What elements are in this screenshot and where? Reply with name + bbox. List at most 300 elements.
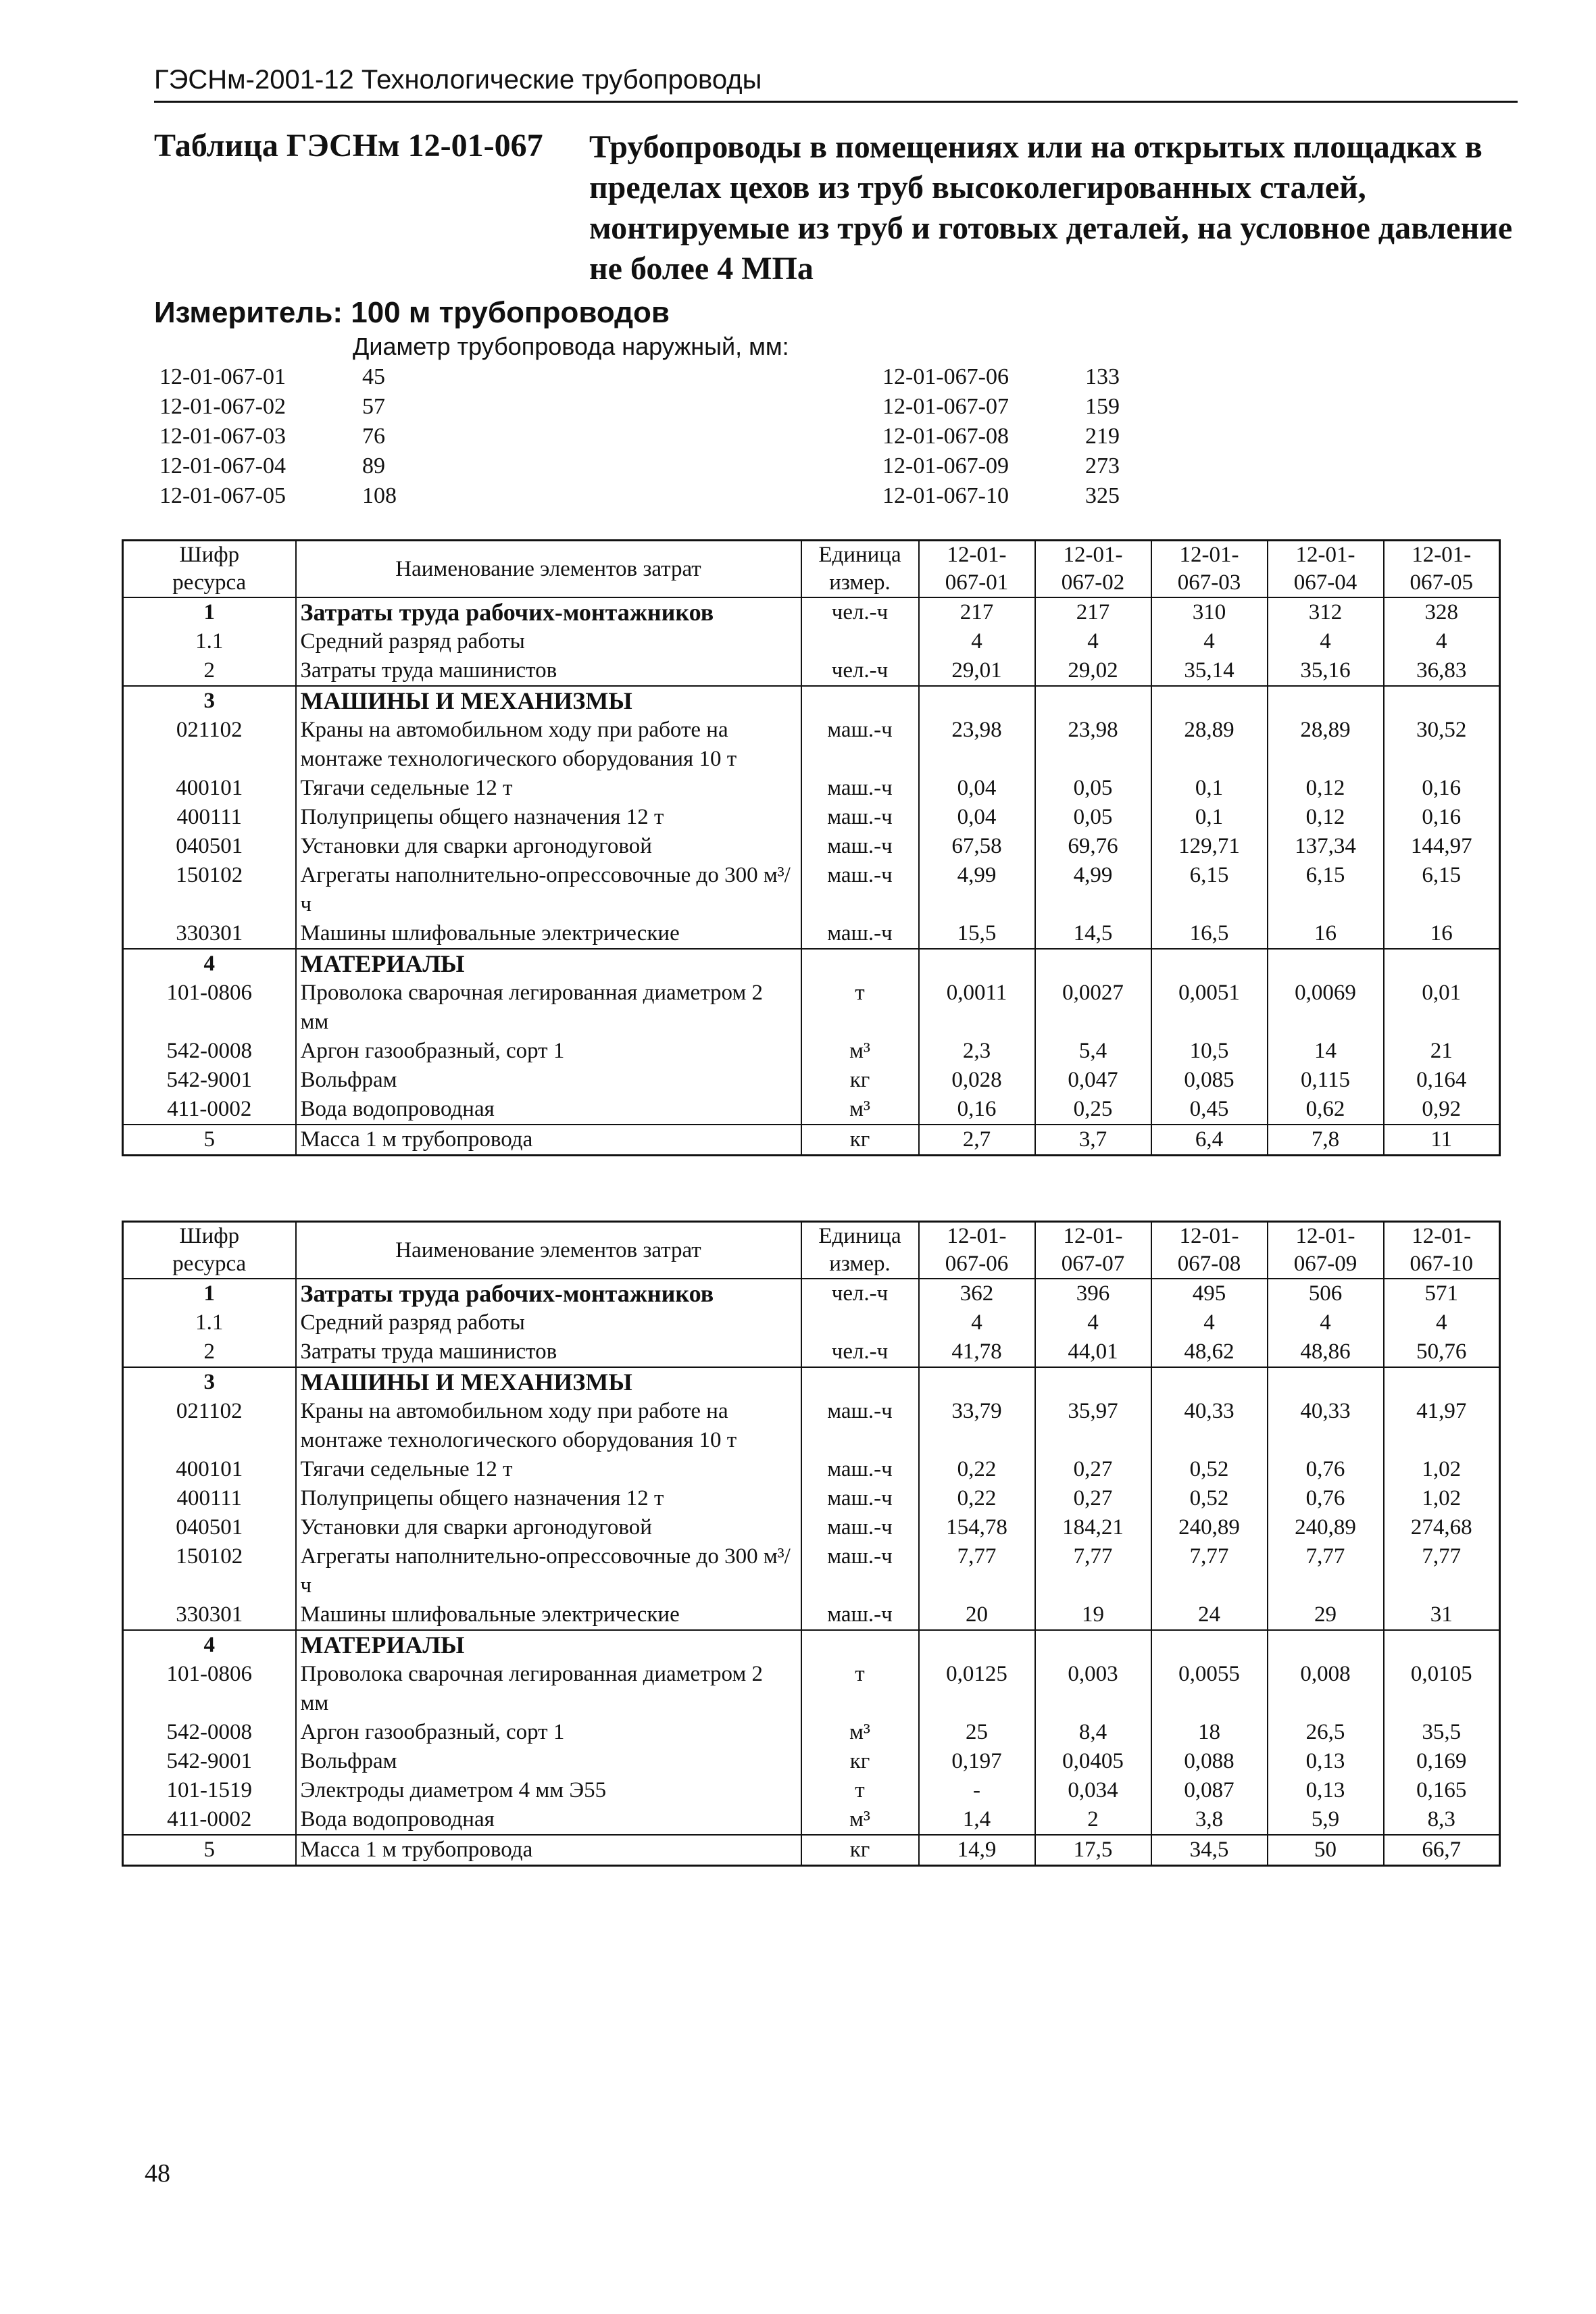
norm-value: 0,047 [1035,1066,1151,1095]
norm-value: 69,76 [1035,832,1151,861]
table-body [123,597,1500,1156]
norm-value: 0,008 [1268,1660,1384,1718]
norm-value [1035,949,1151,979]
header-norm-col: 12-01- 067-09 [1268,1222,1384,1279]
diameter-code: 12-01-067-10 [882,483,1009,508]
page-number: 48 [145,2159,170,2188]
table-row [123,1037,1500,1066]
unit-of-measure [801,686,919,716]
cost-element-name: МАШИНЫ И МЕХАНИЗМЫ [296,1367,801,1397]
norm-value: 36,83 [1384,656,1500,686]
resource-code: 411-0002 [123,1095,296,1125]
norm-value: 14,5 [1035,919,1151,949]
table-row [123,979,1500,1037]
diameter-code: 12-01-067-01 [159,364,286,389]
norm-value: 20 [919,1600,1035,1630]
unit-of-measure: маш.-ч [801,803,919,832]
norm-value: 0,0405 [1035,1747,1151,1776]
cost-element-name: Вода водопроводная [296,1805,801,1835]
norm-value: 6,15 [1384,861,1500,919]
resource-code: 101-1519 [123,1776,296,1805]
unit-of-measure: кг [801,1747,919,1776]
table-row [123,1542,1500,1600]
norm-value: 48,62 [1151,1337,1268,1367]
unit-of-measure: м³ [801,1095,919,1125]
resource-code: 040501 [123,832,296,861]
norm-value [1151,949,1268,979]
norm-value: 0,62 [1268,1095,1384,1125]
resource-code: 4 [123,1630,296,1660]
table-row [123,774,1500,803]
norm-value: 0,0011 [919,979,1035,1037]
table-row [123,1747,1500,1776]
norm-value [1268,1367,1384,1397]
norm-value: 0,12 [1268,803,1384,832]
diameter-item [882,362,1120,392]
cost-element-name: Аргон газообразный, сорт 1 [296,1718,801,1747]
cost-element-name: Затраты труда машинистов [296,1337,801,1367]
norm-value: - [919,1776,1035,1805]
diameter-value: 108 [362,483,397,508]
resource-code: 330301 [123,919,296,949]
table-row [123,1367,1500,1397]
norm-value: 30,52 [1384,716,1500,774]
cost-element-name: Затраты труда машинистов [296,656,801,686]
cost-element-name: Установки для сварки аргонодуговой [296,1513,801,1542]
resource-code: 2 [123,656,296,686]
cost-element-name: Масса 1 м трубопровода [296,1125,801,1156]
cost-element-name: Масса 1 м трубопровода [296,1835,801,1866]
unit-of-measure [801,627,919,656]
cost-element-name: Полуприцепы общего назначения 12 т [296,1484,801,1513]
diameter-value: 325 [1085,483,1120,508]
table-code: Таблица ГЭСНм 12-01-067 [154,128,543,164]
norm-value [1384,1367,1500,1397]
norm-value: 274,68 [1384,1513,1500,1542]
diameter-code: 12-01-067-09 [882,453,1009,478]
norm-value: 0,197 [919,1747,1035,1776]
table-row [123,949,1500,979]
unit-of-measure: кг [801,1066,919,1095]
table-header-row [123,1222,1500,1279]
diameter-code: 12-01-067-06 [882,364,1009,389]
unit-of-measure: кг [801,1835,919,1866]
diameter-value: 76 [362,424,385,449]
diameter-code: 12-01-067-04 [159,453,286,478]
norm-value: 571 [1384,1279,1500,1308]
cost-element-name: Полуприцепы общего назначения 12 т [296,803,801,832]
norm-value: 0,22 [919,1484,1035,1513]
cost-element-name: Тягачи седельные 12 т [296,774,801,803]
header-norm-col: 12-01- 067-06 [919,1222,1035,1279]
norm-value: 26,5 [1268,1718,1384,1747]
norm-value: 0,088 [1151,1747,1268,1776]
norm-value: 0,164 [1384,1066,1500,1095]
norm-value: 48,86 [1268,1337,1384,1367]
norm-value: 0,003 [1035,1660,1151,1718]
norm-value: 310 [1151,597,1268,627]
header-norm-col: 12-01- 067-10 [1384,1222,1500,1279]
meter-unit: Измеритель: 100 м трубопроводов [154,296,670,329]
norm-value: 15,5 [919,919,1035,949]
unit-of-measure: маш.-ч [801,716,919,774]
unit-of-measure: чел.-ч [801,1279,919,1308]
norm-value: 4 [1268,1308,1384,1337]
norm-value [919,1367,1035,1397]
norm-value: 137,34 [1268,832,1384,861]
resource-code: 040501 [123,1513,296,1542]
norm-value: 7,77 [1151,1542,1268,1600]
resource-code: 400111 [123,803,296,832]
norm-value: 2 [1035,1805,1151,1835]
norm-value: 0,22 [919,1455,1035,1484]
norm-value: 2,7 [919,1125,1035,1156]
resource-code: 542-0008 [123,1718,296,1747]
norm-value: 0,12 [1268,774,1384,803]
norm-value: 0,13 [1268,1747,1384,1776]
table-row [123,1279,1500,1308]
norm-value: 0,45 [1151,1095,1268,1125]
norm-value: 0,76 [1268,1455,1384,1484]
norm-value: 0,0125 [919,1660,1035,1718]
diameter-code: 12-01-067-05 [159,483,286,508]
norm-value: 184,21 [1035,1513,1151,1542]
resource-code: 5 [123,1835,296,1866]
norm-value: 0,115 [1268,1066,1384,1095]
norm-value: 0,16 [1384,803,1500,832]
header-norm-col: 12-01- 067-04 [1268,541,1384,598]
norm-value: 4 [1384,627,1500,656]
norm-value: 66,7 [1384,1835,1500,1866]
norm-value: 31 [1384,1600,1500,1630]
norm-value: 29,02 [1035,656,1151,686]
diameter-heading: Диаметр трубопровода наружный, мм: [353,333,789,360]
table-row [123,1600,1500,1630]
resource-code: 021102 [123,716,296,774]
norm-value: 0,76 [1268,1484,1384,1513]
norm-value [1035,1630,1151,1660]
norm-value: 0,27 [1035,1484,1151,1513]
unit-of-measure: маш.-ч [801,919,919,949]
norm-value: 2,3 [919,1037,1035,1066]
norm-value: 0,25 [1035,1095,1151,1125]
unit-of-measure [801,1630,919,1660]
norm-value: 40,33 [1151,1397,1268,1455]
norm-value: 217 [1035,597,1151,627]
norm-value [1384,1630,1500,1660]
header-code: Шифр ресурса [123,541,296,598]
norm-value: 0,085 [1151,1066,1268,1095]
table-row [123,861,1500,919]
norm-value: 14 [1268,1037,1384,1066]
resource-code: 101-0806 [123,1660,296,1718]
norm-value: 0,169 [1384,1747,1500,1776]
norm-value: 362 [919,1279,1035,1308]
norm-value: 41,78 [919,1337,1035,1367]
cost-element-name: Вольфрам [296,1747,801,1776]
diameter-value: 57 [362,394,385,419]
table-row [123,656,1500,686]
norm-value: 0,1 [1151,803,1268,832]
norm-value: 312 [1268,597,1384,627]
norm-value: 7,77 [1268,1542,1384,1600]
table-row [123,1308,1500,1337]
norm-value: 21 [1384,1037,1500,1066]
norm-value: 0,05 [1035,803,1151,832]
resource-code: 1.1 [123,1308,296,1337]
cost-element-name: Затраты труда рабочих-монтажников [296,597,801,627]
table-header-row [123,541,1500,598]
norm-value: 0,04 [919,803,1035,832]
table-row [123,1805,1500,1835]
norm-value: 506 [1268,1279,1384,1308]
norm-value: 217 [919,597,1035,627]
norm-value: 240,89 [1268,1513,1384,1542]
unit-of-measure: маш.-ч [801,861,919,919]
unit-of-measure: м³ [801,1805,919,1835]
cost-element-name: Тягачи седельные 12 т [296,1455,801,1484]
table-row [123,1125,1500,1156]
cost-element-name: Вода водопроводная [296,1095,801,1125]
norm-value: 16 [1384,919,1500,949]
table-row [123,1776,1500,1805]
norm-value: 396 [1035,1279,1151,1308]
header-name: Наименование элементов затрат [296,1222,801,1279]
cost-element-name: Агрегаты наполнительно-опрессовочные до 300 м³/ч [296,861,801,919]
table-row [123,1718,1500,1747]
diameter-list-left [159,362,397,511]
resource-code: 150102 [123,861,296,919]
running-header: ГЭСНм-2001-12 Технологические трубопроводы [154,65,1518,103]
header-norm-col: 12-01- 067-07 [1035,1222,1151,1279]
resource-code: 1.1 [123,627,296,656]
norm-value: 0,01 [1384,979,1500,1037]
resource-code: 400101 [123,774,296,803]
norm-value: 23,98 [919,716,1035,774]
diameter-value: 159 [1085,394,1120,419]
unit-of-measure: маш.-ч [801,774,919,803]
diameter-item [882,422,1120,451]
unit-of-measure: чел.-ч [801,597,919,627]
unit-of-measure: т [801,1660,919,1718]
diameter-code: 12-01-067-03 [159,424,286,449]
table-row [123,1066,1500,1095]
resource-code: 021102 [123,1397,296,1455]
norm-value: 67,58 [919,832,1035,861]
cost-element-name: Средний разряд работы [296,627,801,656]
resource-code: 542-9001 [123,1747,296,1776]
norm-value: 328 [1384,597,1500,627]
norm-value: 8,4 [1035,1718,1151,1747]
cost-element-name: Агрегаты наполнительно-опрессовочные до 300 м³/ч [296,1542,801,1600]
norm-value [1268,686,1384,716]
norm-value [1035,1367,1151,1397]
table-row [123,686,1500,716]
norm-value: 28,89 [1151,716,1268,774]
norm-value: 4 [1035,627,1151,656]
norm-value: 0,27 [1035,1455,1151,1484]
norm-value: 50 [1268,1835,1384,1866]
norm-value: 7,77 [1035,1542,1151,1600]
norm-value: 1,4 [919,1805,1035,1835]
table-row [123,1337,1500,1367]
header-unit: Единица измер. [801,541,919,598]
diameter-value: 45 [362,364,385,389]
norm-value: 1,02 [1384,1455,1500,1484]
resource-code: 542-9001 [123,1066,296,1095]
unit-of-measure: т [801,979,919,1037]
table-row [123,1455,1500,1484]
norm-value: 144,97 [1384,832,1500,861]
norm-value: 0,52 [1151,1455,1268,1484]
norms-table-2 [122,1221,1501,1867]
resource-code: 101-0806 [123,979,296,1037]
norm-value: 0,13 [1268,1776,1384,1805]
cost-element-name: Электроды диаметром 4 мм Э55 [296,1776,801,1805]
table-row [123,803,1500,832]
norm-value: 4 [1268,627,1384,656]
resource-code: 4 [123,949,296,979]
unit-of-measure: маш.-ч [801,1397,919,1455]
norm-value: 7,77 [919,1542,1035,1600]
table-row [123,1630,1500,1660]
diameter-item [159,362,397,392]
norm-value: 1,02 [1384,1484,1500,1513]
unit-of-measure: чел.-ч [801,1337,919,1367]
diameter-item [159,451,397,481]
norm-value: 18 [1151,1718,1268,1747]
norm-value: 0,087 [1151,1776,1268,1805]
norm-value: 4 [1035,1308,1151,1337]
resource-code: 411-0002 [123,1805,296,1835]
norm-value: 3,8 [1151,1805,1268,1835]
norm-value: 0,0105 [1384,1660,1500,1718]
resource-code: 3 [123,1367,296,1397]
diameter-item [159,392,397,422]
diameter-item [882,451,1120,481]
unit-of-measure: т [801,1776,919,1805]
norm-value: 0,0027 [1035,979,1151,1037]
norm-value: 0,1 [1151,774,1268,803]
unit-of-measure: маш.-ч [801,1513,919,1542]
table-title: Трубопроводы в помещениях или на открытых площадках в пределах цехов из труб высоколегированных сталей, монтируемые из труб и готовых деталей, на условное давление не более 4 МПа [589,129,1513,287]
cost-element-name: Проволока сварочная легированная диаметром 2 мм [296,1660,801,1718]
resource-code: 150102 [123,1542,296,1600]
table-row [123,1513,1500,1542]
diameter-value: 133 [1085,364,1120,389]
diameter-item [882,481,1120,511]
resource-code: 542-0008 [123,1037,296,1066]
resource-code: 1 [123,1279,296,1308]
resource-code: 2 [123,1337,296,1367]
norm-value: 50,76 [1384,1337,1500,1367]
cost-element-name: Краны на автомобильном ходу при работе на монтаже технологического оборудования 10 т [296,716,801,774]
resource-code: 330301 [123,1600,296,1630]
norm-value: 5,4 [1035,1037,1151,1066]
resource-code: 5 [123,1125,296,1156]
norm-value: 35,97 [1035,1397,1151,1455]
norm-value: 240,89 [1151,1513,1268,1542]
cost-element-name: Вольфрам [296,1066,801,1095]
unit-of-measure [801,949,919,979]
table-row [123,1660,1500,1718]
norm-value: 6,15 [1268,861,1384,919]
header-name: Наименование элементов затрат [296,541,801,598]
norm-value: 4 [1151,627,1268,656]
norm-value: 33,79 [919,1397,1035,1455]
unit-of-measure [801,1367,919,1397]
norm-value [919,686,1035,716]
norm-value [919,1630,1035,1660]
norm-value: 4 [1151,1308,1268,1337]
diameter-item [882,392,1120,422]
header-norm-col: 12-01- 067-03 [1151,541,1268,598]
norm-value: 0,028 [919,1066,1035,1095]
cost-element-name: МАТЕРИАЛЫ [296,1630,801,1660]
unit-of-measure: м³ [801,1718,919,1747]
norm-value: 6,15 [1151,861,1268,919]
norm-value: 154,78 [919,1513,1035,1542]
header-norm-col: 12-01- 067-02 [1035,541,1151,598]
norm-value: 5,9 [1268,1805,1384,1835]
norm-value: 19 [1035,1600,1151,1630]
cost-element-name: МАТЕРИАЛЫ [296,949,801,979]
header-code: Шифр ресурса [123,1222,296,1279]
cost-element-name: Аргон газообразный, сорт 1 [296,1037,801,1066]
diameter-value: 219 [1085,424,1120,449]
norm-value: 0,0069 [1268,979,1384,1037]
norm-value: 0,05 [1035,774,1151,803]
norm-value: 25 [919,1718,1035,1747]
header-unit: Единица измер. [801,1222,919,1279]
norm-value: 35,16 [1268,656,1384,686]
norm-value [1035,686,1151,716]
norm-value: 0,92 [1384,1095,1500,1125]
norm-value: 495 [1151,1279,1268,1308]
resource-code: 3 [123,686,296,716]
table-row [123,1397,1500,1455]
norm-value: 8,3 [1384,1805,1500,1835]
norm-value: 0,52 [1151,1484,1268,1513]
norm-value: 10,5 [1151,1037,1268,1066]
norm-value: 14,9 [919,1835,1035,1866]
norm-value: 6,4 [1151,1125,1268,1156]
norm-value: 0,165 [1384,1776,1500,1805]
norm-value [1151,686,1268,716]
norm-value: 17,5 [1035,1835,1151,1866]
resource-code: 400101 [123,1455,296,1484]
unit-of-measure: м³ [801,1037,919,1066]
unit-of-measure: кг [801,1125,919,1156]
cost-element-name: Затраты труда рабочих-монтажников [296,1279,801,1308]
norm-value: 4,99 [919,861,1035,919]
norm-value: 11 [1384,1125,1500,1156]
header-norm-col: 12-01- 067-05 [1384,541,1500,598]
norm-value: 0,04 [919,774,1035,803]
norm-value: 16 [1268,919,1384,949]
norm-value: 40,33 [1268,1397,1384,1455]
norm-value [1384,949,1500,979]
norm-value: 44,01 [1035,1337,1151,1367]
diameter-item [159,481,397,511]
norm-value: 0,0055 [1151,1660,1268,1718]
unit-of-measure: чел.-ч [801,656,919,686]
norm-value: 23,98 [1035,716,1151,774]
norm-value [1384,686,1500,716]
norm-value: 0,16 [919,1095,1035,1125]
header-norm-col: 12-01- 067-01 [919,541,1035,598]
header-norm-col: 12-01- 067-08 [1151,1222,1268,1279]
